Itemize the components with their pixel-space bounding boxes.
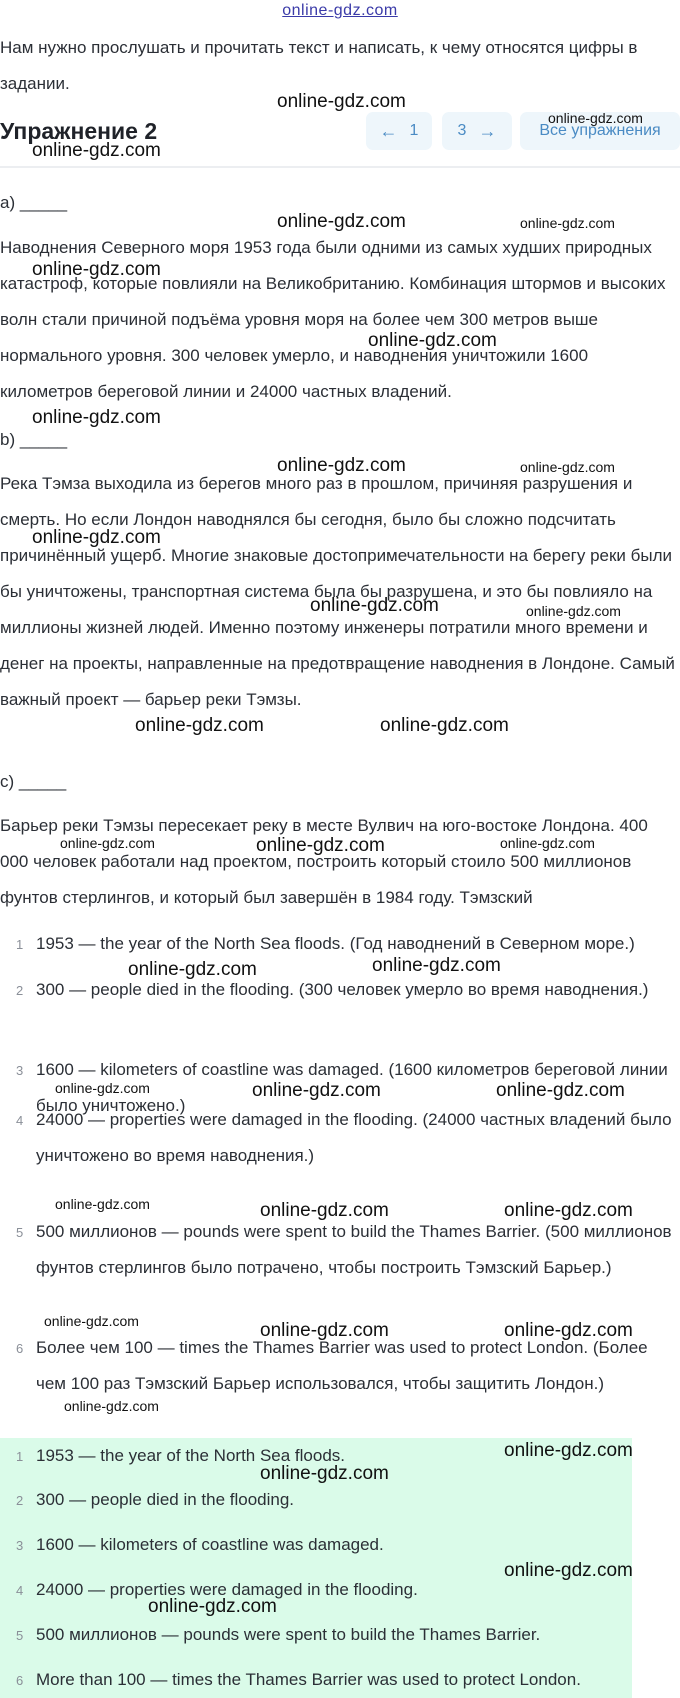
watermark: online-gdz.com: [128, 959, 257, 980]
watermark: online-gdz.com: [64, 1398, 159, 1414]
watermark: online-gdz.com: [520, 215, 615, 231]
item-text: 500 миллионов — pounds were spent to build the Thames Barrier.: [36, 1625, 541, 1644]
item-text: 24000 — properties were damaged in the flooding.: [36, 1580, 418, 1599]
prev-exercise-label: 1: [409, 122, 419, 139]
item-text: More than 100 — times the Thames Barrier was used to protect London.: [36, 1670, 581, 1689]
paragraph-c: Барьер реки Тэмзы пересекает реку в месте Вулвич на юго-востоке Лондона. 400 000 человек работали над проектом, построить который стоило 500 миллионов фунтов стерлингов, и который был завершён в 1984 году. Тэмзский: [0, 816, 648, 907]
item-number: 3: [16, 1063, 24, 1078]
watermark: online-gdz.com: [504, 1440, 633, 1461]
arrow-right-icon: →: [478, 120, 497, 141]
watermark: online-gdz.com: [504, 1320, 633, 1341]
item-number: 4: [16, 1583, 24, 1598]
watermark: online-gdz.com: [526, 603, 621, 619]
all-exercises-button[interactable]: Все упражнения: [520, 112, 680, 150]
watermark: online-gdz.com: [32, 259, 161, 280]
watermark: online-gdz.com: [260, 1200, 389, 1221]
watermark: online-gdz.com: [148, 1596, 277, 1617]
item-number: 1: [16, 1449, 24, 1464]
watermark: online-gdz.com: [520, 459, 615, 475]
watermark: online-gdz.com: [32, 140, 161, 161]
watermark: online-gdz.com: [277, 91, 406, 112]
watermark: online-gdz.com: [32, 527, 161, 548]
item-number: 2: [16, 983, 24, 998]
paragraph-c-label: c) _____: [0, 772, 67, 791]
watermark: online-gdz.com: [504, 1560, 633, 1581]
item-text: 300 — people died in the flooding.: [36, 1490, 295, 1509]
watermark: online-gdz.com: [60, 835, 155, 851]
watermark: online-gdz.com: [260, 1320, 389, 1341]
item-number: 4: [16, 1113, 24, 1128]
next-exercise-button[interactable]: [442, 112, 512, 150]
item-text: 500 миллионов — pounds were spent to build the Thames Barrier. (500 миллионов фунтов стерлингов было потрачено, чтобы построить Тэмзский Барьер.): [36, 1222, 672, 1277]
paragraph-a: Наводнения Северного моря 1953 года были одними из самых худших природных катастроф, которые повлияли на Великобританию. Комбинация штормов и высоких волн стали причиной подъёма уровня моря на более чем 300 метров выше нормального уровня. 300 человек умерло, и наводнения уничтожили 1600 километров береговой линии и 24000 частных владений.: [0, 238, 666, 401]
watermark: online-gdz.com: [504, 1200, 633, 1221]
watermark: online-gdz.com: [548, 110, 643, 126]
paragraph-a-label: a) _____: [0, 193, 68, 212]
item-number: 5: [16, 1628, 24, 1643]
watermark: online-gdz.com: [310, 595, 439, 616]
item-text: 1600 — kilometers of coastline was damaged. (1600 километров береговой линии было уничтожено.): [36, 1060, 668, 1115]
watermark: online-gdz.com: [55, 1080, 150, 1096]
watermark: online-gdz.com: [44, 1313, 139, 1329]
exercise-title: Упражнение 2: [0, 118, 158, 144]
item-number: 6: [16, 1673, 24, 1688]
item-text: 1953 — the year of the North Sea floods. (Год наводнений в Северном море.): [36, 934, 635, 953]
next-exercise-label: 3: [457, 122, 467, 139]
watermark: online-gdz.com: [380, 715, 509, 736]
watermark: online-gdz.com: [496, 1080, 625, 1101]
item-number: 1: [16, 937, 24, 952]
item-number: 5: [16, 1225, 24, 1240]
watermark: online-gdz.com: [55, 1196, 150, 1212]
watermark: online-gdz.com: [260, 1463, 389, 1484]
watermark: online-gdz.com: [277, 211, 406, 232]
item-text: 1600 — kilometers of coastline was damaged.: [36, 1535, 384, 1554]
item-text: 300 — people died in the flooding. (300 человек умерло во время наводнения.): [36, 980, 649, 999]
item-number: 3: [16, 1538, 24, 1553]
header-divider: [0, 166, 680, 168]
intro-text: Нам нужно прослушать и прочитать текст и написать, к чему относятся цифры в задании.: [0, 38, 638, 93]
watermark: online-gdz.com: [368, 330, 497, 351]
paragraph-b: Река Тэмза выходила из берегов много раз в прошлом, причиняя разрушения и смерть. Но если Лондон наводнялся бы сегодня, было бы сложно подсчитать причинённый ущерб. Многие знаковые достопримечательности на берегу реки были бы уничтожены, транспортная система была бы разрушена, и это бы повлияло на миллионы жизней людей. Именно поэтому инженеры потратили много времени и денег на проекты, направленные на предотвращение наводнения в Лондоне. Самый важный проект — барьер реки Тэмзы.: [0, 474, 675, 709]
paragraph-b-label: b) _____: [0, 430, 68, 449]
item-text: 24000 — properties were damaged in the flooding. (24000 частных владений было уничтожено во время наводнения.): [36, 1110, 672, 1165]
site-link[interactable]: online-gdz.com: [282, 2, 398, 19]
watermark: online-gdz.com: [252, 1080, 381, 1101]
watermark: online-gdz.com: [500, 835, 595, 851]
watermark: online-gdz.com: [32, 407, 161, 428]
arrow-left-icon: ←: [379, 120, 398, 141]
item-number: 2: [16, 1493, 24, 1508]
watermark: online-gdz.com: [256, 835, 385, 856]
prev-exercise-button[interactable]: [366, 112, 432, 150]
item-text: 1953 — the year of the North Sea floods.: [36, 1446, 346, 1465]
watermark: online-gdz.com: [277, 455, 406, 476]
watermark: online-gdz.com: [135, 715, 264, 736]
item-text: Более чем 100 — times the Thames Barrier was used to protect London. (Более чем 100 раз Тэмзский Барьер использовался, чтобы защитить Лондон.): [36, 1338, 648, 1393]
watermark: online-gdz.com: [372, 955, 501, 976]
item-number: 6: [16, 1341, 24, 1356]
